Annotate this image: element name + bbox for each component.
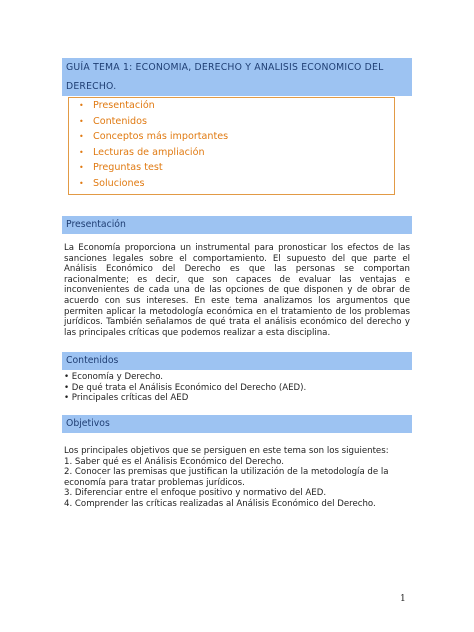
list-item: • De qué trata el Análisis Económico del Derecho (AED). xyxy=(64,382,307,393)
toc-item-lecturas[interactable] xyxy=(79,145,228,161)
toc-item-presentacion[interactable] xyxy=(79,98,228,114)
document-title xyxy=(62,58,412,96)
list-item: 3. Diferenciar entre el enfoque positivo y normativo del AED. xyxy=(64,488,327,499)
section-heading-presentacion: Presentación xyxy=(62,216,412,234)
toc-item-soluciones[interactable] xyxy=(79,176,228,192)
list-item: 4. Comprender las críticas realizadas al Análisis Económico del Derecho. xyxy=(64,498,376,509)
toc-item-conceptos[interactable] xyxy=(79,129,228,145)
list-item: • Economía y Derecho. xyxy=(64,372,164,382)
toc-list xyxy=(79,98,228,192)
toc-item-label: Presentación xyxy=(93,100,155,111)
objetivos-intro: Los principales objetivos que se persiguen en este tema son los siguientes: xyxy=(64,446,389,456)
section-heading-contenidos: Contenidos xyxy=(62,352,412,370)
toc-item-preguntas[interactable] xyxy=(79,160,228,176)
bullet-icon: • xyxy=(79,147,84,157)
list-item: 1. Saber qué es el Análisis Económico del Derecho. xyxy=(64,456,284,467)
presentacion-text: La Economía proporciona un instrumental para pronosticar los efectos de las sanciones legales sobre el comportamiento. El supuesto del que parte el Análisis Económico del Derecho es que las personas se comportan racionalmente; es decir, que son capaces de evaluar las ventajas e inconvenientes de cada una de las opciones de que disponen y de obrar de acuerdo con sus intereses. En este tema analizamos los argumentos que permiten aplicar la metodología económica en el tratamiento de los problemas jurídicos. También señalamos de qué trata el análisis económico del derecho y las principales críticas que podemos realizar a esta disciplina. xyxy=(64,243,410,338)
toc-item-contenidos[interactable] xyxy=(79,114,228,130)
list-item: • Principales críticas del AED xyxy=(64,393,189,404)
contenidos-list xyxy=(64,372,410,404)
table-of-contents xyxy=(68,97,395,195)
bullet-icon: • xyxy=(79,178,84,188)
bullet-icon: • xyxy=(79,101,84,110)
bullet-icon: • xyxy=(79,116,84,126)
toc-item-label: Contenidos xyxy=(93,115,148,127)
title-line-2: DERECHO. xyxy=(66,81,117,92)
page-number: 1 xyxy=(400,594,406,604)
toc-item-label: Conceptos más importantes xyxy=(93,131,229,143)
section-heading-objetivos: Objetivos xyxy=(62,415,412,433)
toc-item-label: Soluciones xyxy=(93,177,145,189)
title-line-1: GUÍA TEMA 1: ECONOMIA, DERECHO Y ANALISIS ECONOMICO DEL xyxy=(66,62,384,73)
list-item: economía para tratar problemas jurídicos. xyxy=(64,477,245,488)
toc-item-label: Lecturas de ampliación xyxy=(93,146,205,158)
bullet-icon: • xyxy=(79,132,84,142)
toc-item-label: Preguntas test xyxy=(93,162,163,174)
objetivos-list xyxy=(64,446,410,510)
list-item: 2. Conocer las premisas que justifican la utilización de la metodología de la xyxy=(64,467,389,478)
bullet-icon: • xyxy=(79,163,84,173)
